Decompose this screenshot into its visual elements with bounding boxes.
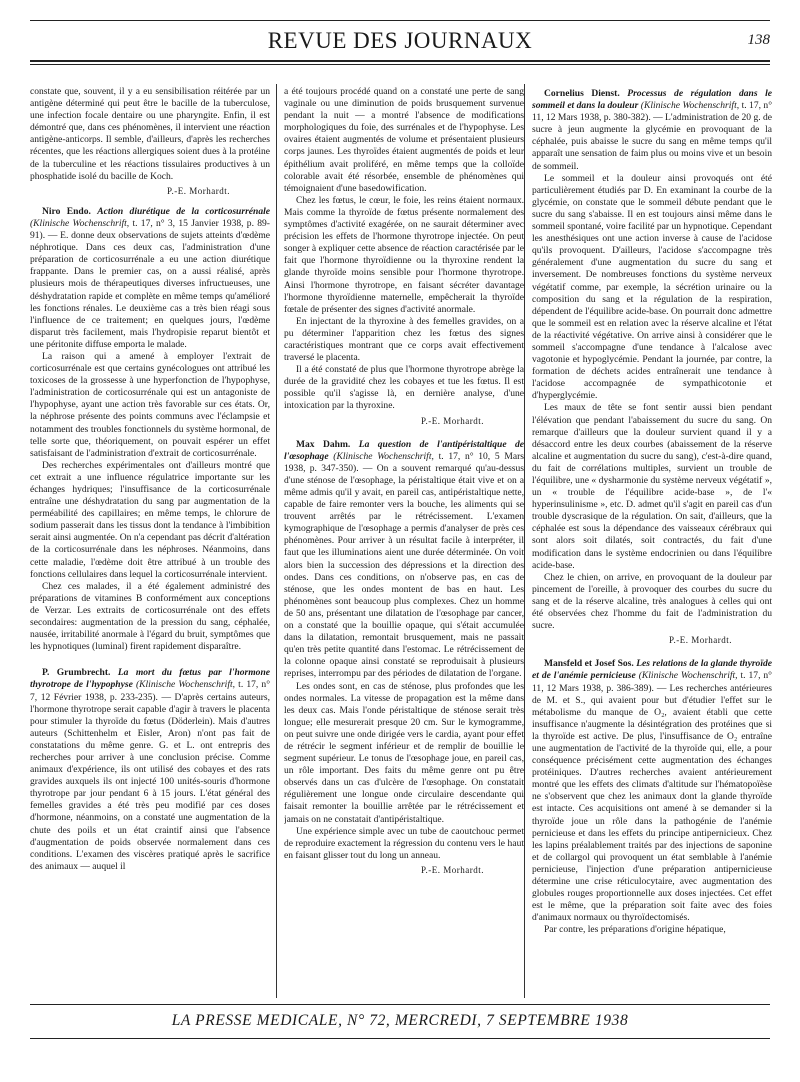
article-title: La mort du fœtus par l'hormone thyrotrope de l'hypophyse — [30, 667, 270, 691]
footer-rule-bottom — [30, 1038, 770, 1039]
header-rule-thin — [30, 64, 770, 65]
article-reference: t. 17, n° 7, 12 Février 1938, p. 233-235). — — [30, 679, 270, 703]
article-paragraph: Chez le chien, on arrive, en provoquant de la douleur par pincement de l'oreille, à provoquer des courbes du sucre du sang et de la réserve alcaline, très analogues à celles qui ont été observées chez l'homme du fait de l'administration du sucre. — [532, 571, 772, 632]
continued-paragraph: Il a été constaté de plus que l'hormone thyrotrope abrège la durée de la gravidité chez les cobayes et tue les fœtus. Il est possible qu'il s'agisse là, en dernière analyse, d'une intoxication par la thyroxine. — [284, 364, 524, 412]
continued-paragraph: a été toujours procédé quand on a constaté une perte de sang vaginale ou une diminution de poids brusquement survenue pendant la nuit — a montré l'absence de modifications morphologiques du foie, des surrénales et de l'hypophyse. Les ovaires étaient augmentés de volume et présentaient plusieurs corps jaunes. Les thyroïdes étaient augmentés de poids et leur épithélium avait proliféré, en même temps que la colloïde colorable avait été résorbée, ensemble de phénomènes qui témoignaient d'une basedowification. — [284, 86, 524, 194]
article-title: Les relations de la glande thyroïde et de l'anémie pernicieuse — [532, 658, 772, 682]
article-dienst — [532, 88, 772, 646]
article-paragraph: Des recherches expérimentales ont d'ailleurs montré que cet extrait a une influence régulatrice importante sur les échanges hydriques; l'insuffisance de la corticosurrénale entraîne une déshydratation du sang par augmentation de la perméabilité des capillaires; en même temps, le chlorure de sodium passerait dans les tissus dont la tendance à l'imbibition serait ainsi augmentée. On n'a cependant pas décrit d'altération de la corticosurrénale dans les néphroses. Néanmoins, dans cette maladie, l'œdème doit être attribué à un trouble des fonctions cellulaires dans lequel la corticosurrénale intervient. — [30, 459, 270, 580]
article-journal: (Klinische Wochenschrift, — [333, 450, 434, 462]
article-author: Cornelius Dienst. — [544, 88, 620, 99]
article-heading — [284, 439, 524, 681]
article-niro-endo — [30, 206, 270, 653]
article-reference: t. 17, n° 11, 12 Mars 1938, p. 386-389). — — [532, 670, 772, 694]
article-paragraph: L'administration de 20 g. de sucre à jeun augmente la glycémie en provoquant de la céphalée, puis abaisse le sucre du sang en même temps qu'il apparaît une sensation de faim plus ou moins vive et un besoin de sommeil. — [532, 112, 772, 172]
article-reference: t. 17, n° 11, 12 Mars 1938, p. 380-382). — — [532, 100, 772, 124]
article-title: La question de l'antipéristaltique de l'œsophage — [284, 438, 524, 462]
article-signature: P.-E. Morhardt. — [167, 185, 230, 196]
footer-rule-top — [30, 1004, 770, 1005]
article-mansfeld-sos — [532, 658, 772, 936]
column-separator-1 — [276, 84, 277, 998]
header-rule-top — [30, 20, 770, 21]
article-paragraph: Une expérience simple avec un tube de caoutchouc permet de reproduire exactement la régression du contenu vers le haut en faisant glisser tout du long un anneau. — [284, 825, 524, 861]
article-author: Niro Endo. — [42, 205, 91, 217]
article-journal: (Klinische Wochenschrift, — [638, 670, 738, 682]
article-signature: P.-E. Morhardt. — [421, 415, 484, 426]
article-signature: P.-E. Morhardt. — [669, 635, 732, 646]
article-paragraph: E. donne deux observations de sujets atteints d'œdème néphrotique. Dans ces deux cas, l'administration d'une préparation de corticosurrénale a eu une action diurétique frappante. Dans le premier cas, on a aussi réalisé, après plusieurs mois de thérapeutiques diverses infructueuses, une déshydratation rapide et complète en même temps qu'amélioré les fonctions rénales. Le deuxième cas a très bien réagi sous l'influence de ce traitement; en quelques jours, l'œdème disparut très facilement, mais l'hydropisie reparut bientôt et une péritonite diffuse emporta le malade. — [30, 230, 270, 350]
article-author: Mansfeld et Josef Sos. — [544, 658, 634, 670]
article-heading — [532, 88, 772, 173]
article-paragraph: On a souvent remarqué qu'au-dessus d'une sténose de l'œsophage, la péristaltique était vive et on a même admis qu'il y avait, en pareil cas, antipéristaltique nette, capable de faire remonter vers la bouche, les aliments qui se trouvent arrêtés par le rétrécissement. L'examen kymographique de l'œsophage a permis d'analyser de près ces phénomènes. Pour arriver à un résultat facile à interpréter, il faut que les illuminations aient une durée déterminée. On voit alors bien la succession des dépressions et la direction des ondes. Dans ces conditions, on n'observe pas, en cas de sténose, que les ondes montent de bas en haut. Les phénomènes sont beaucoup plus complexes. Chez un homme de 50 ans, présentant une dilatation de l'œsophage par cancer, on a constaté que la bouillie opaque, qui s'était accumulée dans la dilatation, remontait brusquement, mais ne passait qu'en très petite quantité dans l'estomac. Le rétrécissement de la colonne opaque ainsi constaté se reproduisait à plusieurs reprises, interrompu par des périodes de dilatation de l'organe. — [284, 462, 524, 680]
article-reference: t. 17, n° 3, 15 Janvier 1938, p. 89-91). — — [30, 217, 270, 242]
column-separator-2 — [524, 84, 525, 998]
article-max-dahm — [284, 439, 524, 876]
article-signature: P.-E. Morhardt. — [421, 864, 484, 875]
continued-text: constate que, souvent, il y a eu sensibilisation réitérée par un antigène déterminé qui peut être le bacille de la tuberculose, une infection focale dentaire ou une pharyngite. Enfin, il est démontré que, dans ces phénomènes, il intervient une réaction antigène-anticorps. Il semble, d'ailleurs, d'après les recherches récentes, que les réactions allergiques soient dues à la protéine de la tuberculine et les réactions tissulaires productives à un phosphatide isolé du bacille de Koch. — [30, 86, 270, 182]
article-paragraph: D'après certains auteurs, l'hormone thyrotrope serait capable d'agir à travers le placenta pour stimuler la thyroïde du fœtus (Döderlein). Mais d'autres auteurs (Schittenhelm et Eisler, Aron) n'ont pas fait de constatations du même genre. G. et L. ont entrepris des recherches pour arriver à une conclusion précise. Comme animaux d'expérience, ils ont utilisé des cobayes et des rats gravides auxquels ils ont injecté 100 unités-souris d'hormone thyrotrope par jour pendant 6 à 15 jours. L'état général des femelles gravides a été très peu modifié par ces doses d'hormone, néanmoins, on a constaté une augmentation de la chute des poils et un état craintif ainsi que l'absence d'augmentation de poids observée normalement dans ces conditions. L'examen des viscères pratiqué après le sacrifice des animaux — auquel il — [30, 691, 270, 872]
article-grumbrecht — [30, 667, 270, 873]
article-paragraph: Par contre, les préparations d'origine hépatique, — [544, 924, 726, 936]
article-author: Max Dahm. — [296, 438, 351, 450]
article-journal: (Klinische Wochenschrift, — [135, 679, 236, 691]
article-paragraph: Les ondes sont, en cas de sténose, plus profondes que les ondes normales. La vitesse de propagation est la même dans les deux cas. Mais l'onde péristaltique de sténose serait très longue; elle mesurerait presque 20 cm. Sur le kymogramme, on peut suivre une onde dirigée vers le cardia, ayant pour effet de rétrécir le segment inférieur et de remplir de bouillie le segment supérieur. Le tonus de l'œsophage joue, en pareil cas, un rôle important. Des faits du même genre ont pu être observés dans un cas d'ulcère de l'œsophage. On constatait régulièrement une longue onde circulaire descendante qui faisait remonter la bouillie arrêtée par le rétrécissement et jamais on ne constatait d'antipéristaltique. — [284, 680, 524, 825]
column-1 — [30, 86, 270, 1000]
article-heading — [30, 206, 270, 351]
column-2 — [284, 86, 524, 1000]
continued-paragraph: En injectant de la thyroxine à des femelles gravides, on a pu déterminer l'apparition chez les fœtus des signes caractéristiques montrant que ce corps avait effectivement traversé le placenta. — [284, 315, 524, 364]
continued-paragraph: Chez les fœtus, le cœur, le foie, les reins étaient normaux. Mais comme la thyroïde de fœtus présente normalement des symptômes d'activité exagérée, on ne saurait déterminer avec précision les effets de l'hormone thyrotrope injectée. On peut songer à expliquer cette absence de réaction caractérisée par le fait que l'hormone thyroïdienne ou la thyroxine rendent la glande thyroïde moins sensible pour l'hormone thyrotrope. Ainsi l'hormone thyrotrope, en faisant sécréter davantage l'hormone thyroïdienne maternelle, empêcherait la thyroïde fœtale de présenter des signes d'activité anormale. — [284, 194, 524, 315]
page-footer: LA PRESSE MEDICALE, N° 72, MERCREDI, 7 SEPTEMBRE 1938 — [171, 1012, 629, 1029]
article-paragraph: Les maux de tête se font sentir aussi bien pendant l'élévation que pendant l'abaissement du sucre du sang. On remarque d'ailleurs que la douleur survient quand il y a désaccord entre les deux courbes (abaissement de la réserve alcaline et augmentation du sucre du sang), c'est-à-dire quand, du fait de corrélations multiples, survient un trouble de l'équilibre, une « dysharmonie du système nerveux végétatif », un « trouble de l'équilibre acide-base », de l'« hyperinsulinisme », etc. D. admet qu'il s'agit en pareil cas d'un trouble dyscrasique de la régulation. On sait, d'ailleurs, que la céphalée est sous la dépendance des vaisseaux cérébraux qui sont alors soit dilatés, soit contractés, du fait d'une modification dans le système endocrinien ou dans l'équilibre acide-base. — [532, 402, 772, 571]
page-header-title: REVUE DES JOURNAUX — [267, 28, 533, 53]
article-journal: (Klinische Wochenschrift, — [30, 217, 130, 229]
article-author: P. Grumbrecht. — [42, 667, 111, 679]
article-paragraph: Le sommeil et la douleur ainsi provoqués ont été particulièrement étudiés par D. En examinant la courbe de la glycémie, on constate que le sommeil débute pendant que le sucre du sang s'abaisse. Il en est toujours ainsi même dans le sommeil spontané, voire facilité par un hypnotique. Cependant les anesthésiques ont une action inverse à cause de l'acidose qu'ils provoquent. D'ailleurs, l'acidose s'accompagne très généralement d'une augmentation du sucre du sang et inversement. De nombreuses fonctions du système nerveux végétatif comme, par exemple, la sécrétion urinaire ou la composition du sang et la régulation de la respiration, dépendent de l'équilibre acide-base. On pourrait donc admettre que le sommeil est en relation avec la réserve alcaline et l'état de la réactivité végétative. On arrive ainsi à considérer que le sommeil s'accompagne d'une tendance à l'alcalose avec vagotonie et hypoglycémie. Pendant la journée, par contre, la formation de déchets acides entraînerait une tendance à l'acidose accompagnée de sympathicotonie et d'hyperglycémie. — [532, 172, 772, 402]
article-heading — [30, 667, 270, 873]
article-heading — [532, 658, 772, 924]
header-rule-thick — [30, 60, 770, 62]
article-title: Action diurétique de la corticosurrénale — [97, 205, 270, 217]
column-3 — [532, 86, 772, 1000]
article-reference: t. 17, n° 10, 5 Mars 1938, p. 347-350). — — [284, 450, 524, 474]
article-journal: (Klinische Wochenschrift, — [640, 100, 740, 112]
article-paragraph: La raison qui a amené à employer l'extrait de corticosurrénale est que certains gynécologues ont attribué les toxicoses de la grossesse à une hyperfonction de l'hypophyse, l'administration de corticosurrénale qui est un antagoniste de l'hypophyse, ayant une action très favorable sur ces états. Or, la néphrose présente des points communs avec l'éclampsie et notamment des troubles fonctionnels du système hormonal, de telle sorte que, théoriquement, on pouvait espérer un effet satisfaisant de l'administration d'extrait de corticosurrénale. — [30, 350, 270, 459]
article-paragraph: Chez ces malades, il a été également administré des préparations de vitamines B conformément aux conceptions de Verzar. Les extraits de corticosurrénale ont des effets secondaires: augmentation de la pression du sang, céphalée, nausée, irritabilité anormale à l'égard du bruit, symptômes que les hypnotiques (luminal) firent rapidement disparaître. — [30, 580, 270, 653]
article-paragraph: Les recherches antérieures de M. et S., qui avaient pour but d'étudier l'effet sur le métabolisme du manque de O₂, avaient établi que cette insuffisance n'augmente la désintégration des protéines que si la thyroïde est active. De plus, l'insuffisance de O₂ entraîne une augmentation de l'activité de la thyroïde qui, elle, a pour conséquence précisément cette augmentation des échanges protéiniques. D'autres recherches avaient antérieurement montré que les effets des climats d'altitude sur l'hématopoïèse ne s'observent que chez les animaux dont la glande thyroïde est intacte. Ces acquisitions ont amené à se demander si la thyroïde joue un rôle dans la pathogénie de l'anémie pernicieuse et dans les effets du principe antipernicieux. Chez les lapins préalablement traités par des injections de saponine et de collargol qui provoquent un état semblable à l'anémie pernicieuse, l'injection d'une préparation antipernicieuse détermine une crise réticulocytaire, avec augmentation des globules rouges proportionnelle aux doses injectées. Cet effet est le même, que la préparation soit faite avec des foies d'animaux normaux ou thyroïdectomisés. — [532, 682, 772, 924]
article-title: Processus de régulation dans le sommeil et dans la douleur — [532, 88, 772, 112]
page-number: 138 — [747, 32, 770, 48]
